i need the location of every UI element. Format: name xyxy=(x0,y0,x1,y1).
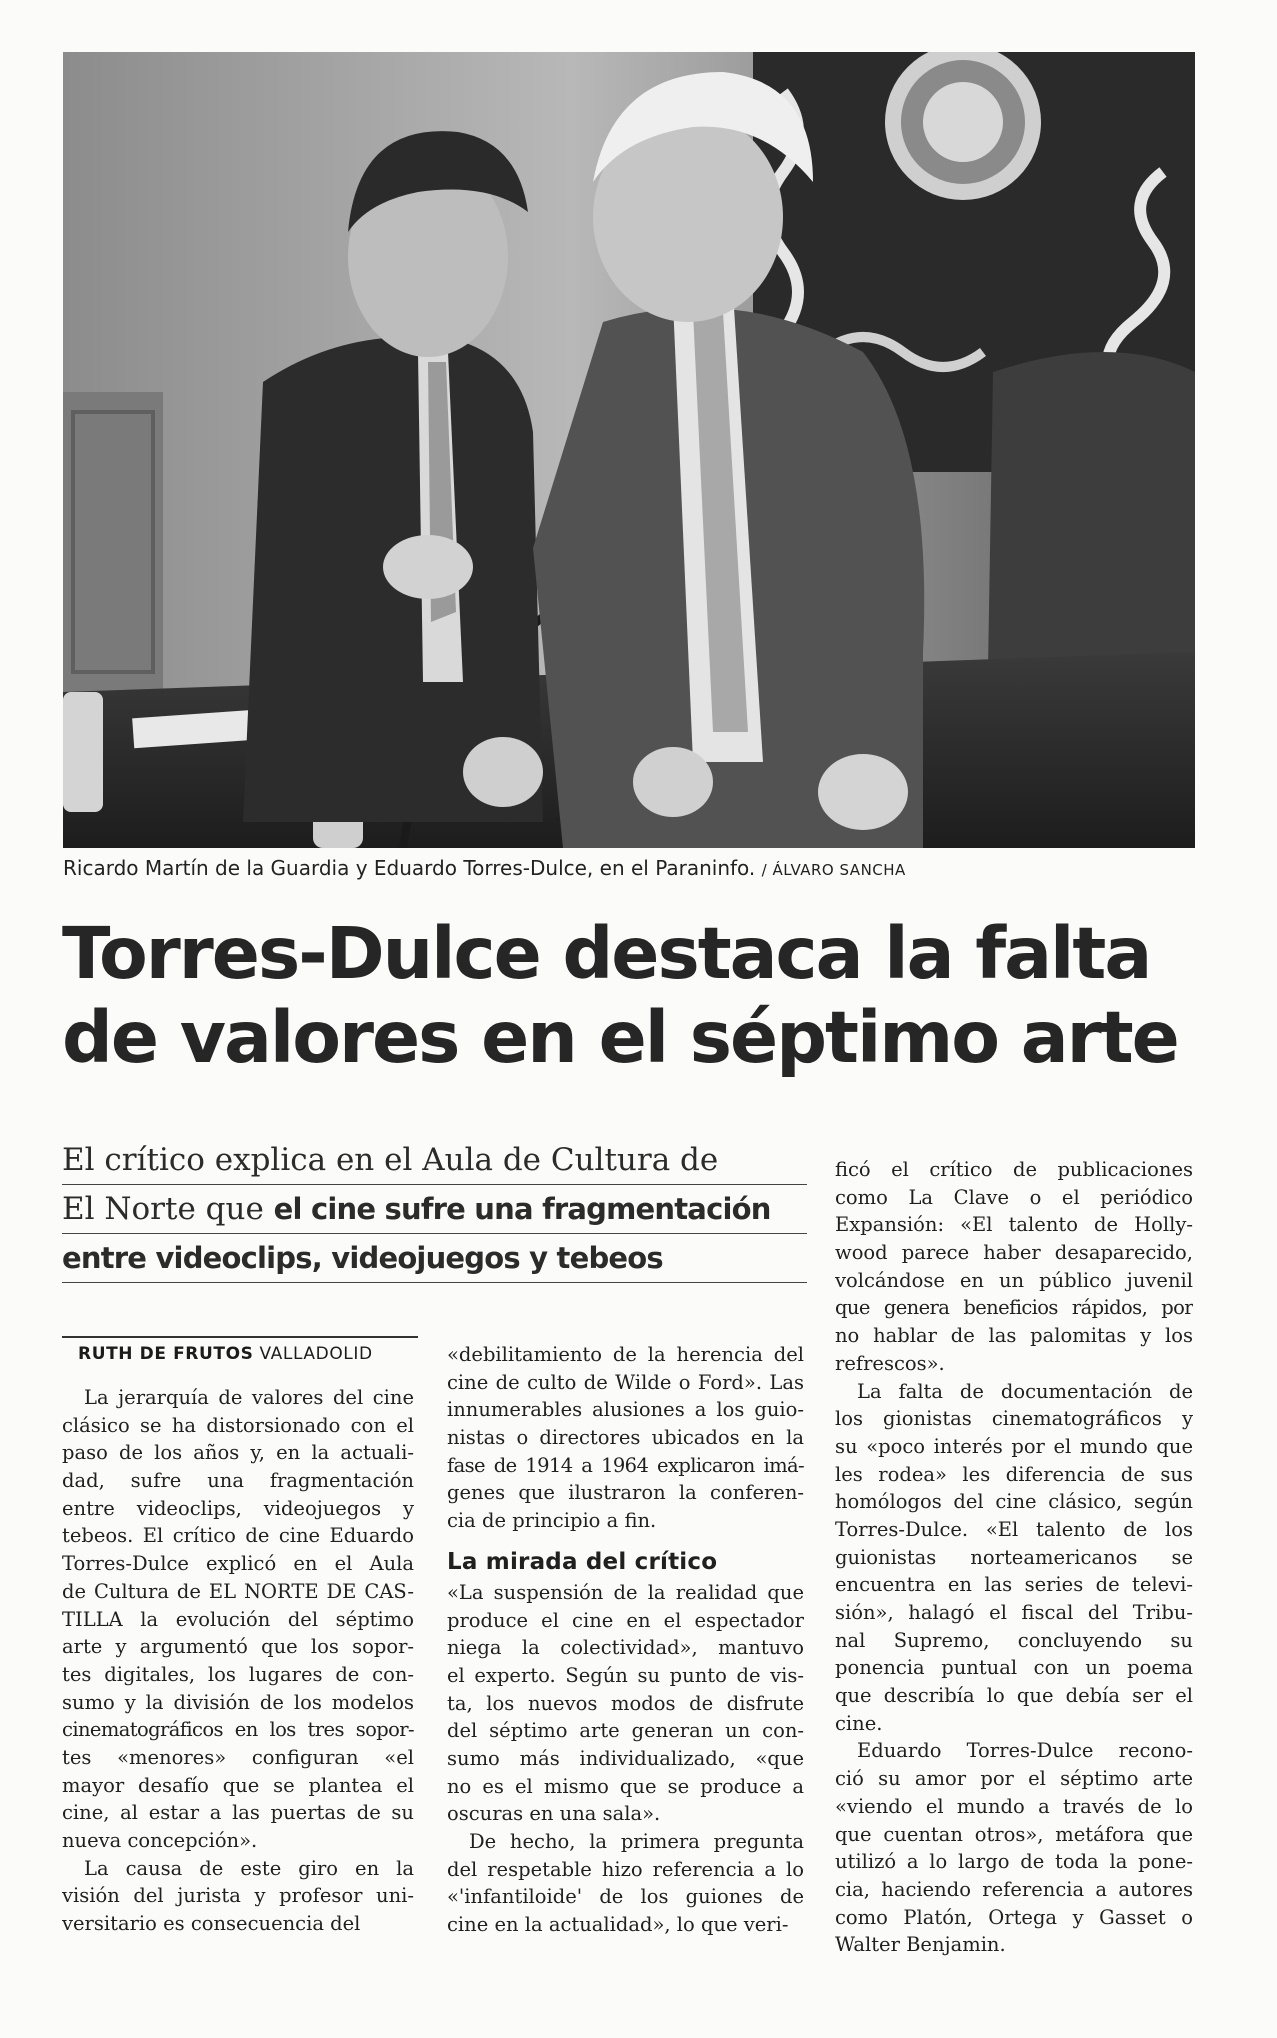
text-line: encuentra en las series de televi- xyxy=(835,1573,1193,1597)
body-column-2-part-a xyxy=(447,1341,804,1535)
text-line: cine en la actualidad», lo que veri- xyxy=(447,1913,789,1937)
text-line: Torres-Dulce. «El talento de los xyxy=(835,1517,1193,1541)
text-line: Expansión: «El talento de Holly- xyxy=(835,1213,1193,1237)
text-line: tebeos. El crítico de cine Eduardo xyxy=(62,1524,414,1548)
text-line: cia de principio a fin. xyxy=(447,1509,657,1533)
text-line: que describía lo que debía ser el xyxy=(835,1684,1193,1708)
byline-author: RUTH DE FRUTOS xyxy=(78,1344,254,1364)
text-line: mayor desafío que se plantea el xyxy=(62,1773,414,1797)
text-line: visión del jurista y profesor uni- xyxy=(62,1884,414,1908)
text-line: oscuras en una sala». xyxy=(447,1802,661,1826)
text-line: homólogos del cine clásico, según xyxy=(835,1490,1193,1514)
text-line: TILLA la evolución del séptimo xyxy=(62,1607,414,1631)
text-line: genes que ilustraron la conferen- xyxy=(447,1481,804,1505)
text-line: no hablar de las palomitas y los xyxy=(835,1324,1193,1348)
text-line: que genera beneficios rápidos, por xyxy=(835,1296,1193,1320)
text-line: «La suspensión de la realidad que xyxy=(447,1580,804,1604)
headline xyxy=(62,912,1202,1080)
text-line: ció su amor por el séptimo arte xyxy=(835,1767,1193,1791)
text-line: guionistas norteamericanos se xyxy=(835,1545,1193,1569)
body-column-1 xyxy=(62,1384,414,1938)
text-line: Torres-Dulce explicó en el Aula xyxy=(62,1552,414,1576)
text-line: La falta de documentación de xyxy=(857,1379,1193,1403)
text-line: arte y argumentó que los sopor- xyxy=(62,1635,414,1659)
headline-line-1: Torres-Dulce destaca la falta xyxy=(62,912,1151,995)
text-line: ponencia puntual con un poema xyxy=(835,1656,1193,1680)
text-line: refrescos». xyxy=(835,1351,945,1375)
text-line: cine de culto de Wilde o Ford». Las xyxy=(447,1370,804,1394)
article-photo xyxy=(63,52,1195,848)
text-line: de Cultura de EL NORTE DE CAS- xyxy=(62,1579,414,1603)
text-line: nal Supremo, concluyendo su xyxy=(835,1628,1193,1652)
deck-line-3: entre videoclips, videojuegos y tebeos xyxy=(62,1234,807,1283)
deck-line-2-regular: El Norte que xyxy=(62,1191,274,1227)
text-line: como Platón, Ortega y Gasset o xyxy=(835,1905,1193,1929)
section-subhead: La mirada del crítico xyxy=(447,1548,718,1575)
text-line: niega la colectividad», mantuvo xyxy=(447,1636,804,1660)
headline-line-2: de valores en el séptimo arte xyxy=(62,996,1178,1079)
text-line: produce el cine en el espectador xyxy=(447,1608,804,1632)
text-line: La jerarquía de valores del cine xyxy=(84,1386,414,1409)
text-line: wood parece haber desaparecido, xyxy=(835,1241,1193,1265)
text-line: «debilitamiento de la herencia del xyxy=(447,1343,804,1366)
text-line: los gionistas cinematográficos y xyxy=(835,1407,1193,1431)
text-line: clásico se ha distorsionado con el xyxy=(62,1413,414,1437)
text-line: dad, sufre una fragmentación xyxy=(62,1469,414,1493)
text-line: utilizó a lo largo de toda la pone- xyxy=(835,1850,1193,1874)
text-line: sumo más individualizado, «que xyxy=(447,1746,804,1770)
deck-subtitle xyxy=(62,1136,807,1283)
byline-location: VALLADOLID xyxy=(259,1344,373,1364)
body-column-2-part-b xyxy=(447,1579,804,1939)
photo-credit: / ÁLVARO SANCHA xyxy=(761,861,906,879)
caption-text: Ricardo Martín de la Guardia y Eduardo Torres-Dulce, en el Paraninfo. xyxy=(63,856,756,880)
text-line: cine. xyxy=(835,1711,883,1735)
text-line: su «poco interés por el mundo que xyxy=(835,1434,1193,1458)
text-line: volcándose en un público juvenil xyxy=(835,1268,1193,1292)
text-line: el experto. Según su punto de vis- xyxy=(447,1663,804,1687)
text-line: tes digitales, los lugares de con- xyxy=(62,1662,414,1686)
deck-line-1: El crítico explica en el Aula de Cultura de xyxy=(62,1136,807,1185)
photo-caption xyxy=(63,856,1203,880)
body-column-3 xyxy=(835,1156,1193,1959)
text-line: nistas o directores ubicados en la xyxy=(447,1426,804,1450)
text-line: De hecho, la primera pregunta xyxy=(469,1830,804,1853)
byline xyxy=(62,1336,418,1364)
text-line: les rodea» les diferencia de sus xyxy=(835,1462,1193,1486)
body-column-2 xyxy=(447,1341,804,1939)
text-line: que cuentan otros», metáfora que xyxy=(835,1822,1193,1846)
text-line: Eduardo Torres-Dulce recono- xyxy=(857,1739,1193,1763)
text-line: Walter Benjamin. xyxy=(835,1933,1006,1957)
text-line: ta, los nuevos modos de disfrute xyxy=(447,1691,804,1715)
text-line: innumerables alusiones a los guio- xyxy=(447,1398,804,1422)
text-line: como La Clave o el periódico xyxy=(835,1185,1193,1209)
text-line: tes «menores» configuran «el xyxy=(62,1745,414,1769)
deck-line-2 xyxy=(62,1185,807,1234)
text-line: «viendo el mundo a través de lo xyxy=(835,1794,1193,1818)
text-line: La causa de este giro en la xyxy=(84,1856,414,1880)
text-line: ficó el crítico de publicaciones xyxy=(835,1158,1193,1181)
text-line: del respetable hizo referencia a lo xyxy=(447,1857,804,1881)
text-line: nueva concepción». xyxy=(62,1829,258,1852)
text-line: sión», halagó el fiscal del Tribu- xyxy=(835,1601,1193,1624)
text-line: sumo y la división de los modelos xyxy=(62,1690,414,1714)
text-line: entre videoclips, videojuegos y xyxy=(62,1496,414,1520)
text-line: cine, al estar a las puertas de su xyxy=(62,1801,414,1825)
press-photo-icon xyxy=(63,52,1195,848)
text-line: no es el mismo que se produce a xyxy=(447,1774,804,1798)
text-line: cinematográficos en los tres sopor- xyxy=(62,1718,414,1742)
text-line: fase de 1914 a 1964 explicaron imá- xyxy=(447,1453,804,1477)
text-line: cia, haciendo referencia a autores xyxy=(835,1877,1193,1901)
text-line: «'infantiloide' de los guiones de xyxy=(447,1885,804,1909)
deck-line-2-bold: el cine sufre una fragmentación xyxy=(273,1192,771,1226)
text-line: paso de los años y, en la actuali- xyxy=(62,1441,414,1465)
text-line: versitario es consecuencia del xyxy=(62,1912,361,1936)
text-line: del séptimo arte generan un con- xyxy=(447,1719,804,1743)
